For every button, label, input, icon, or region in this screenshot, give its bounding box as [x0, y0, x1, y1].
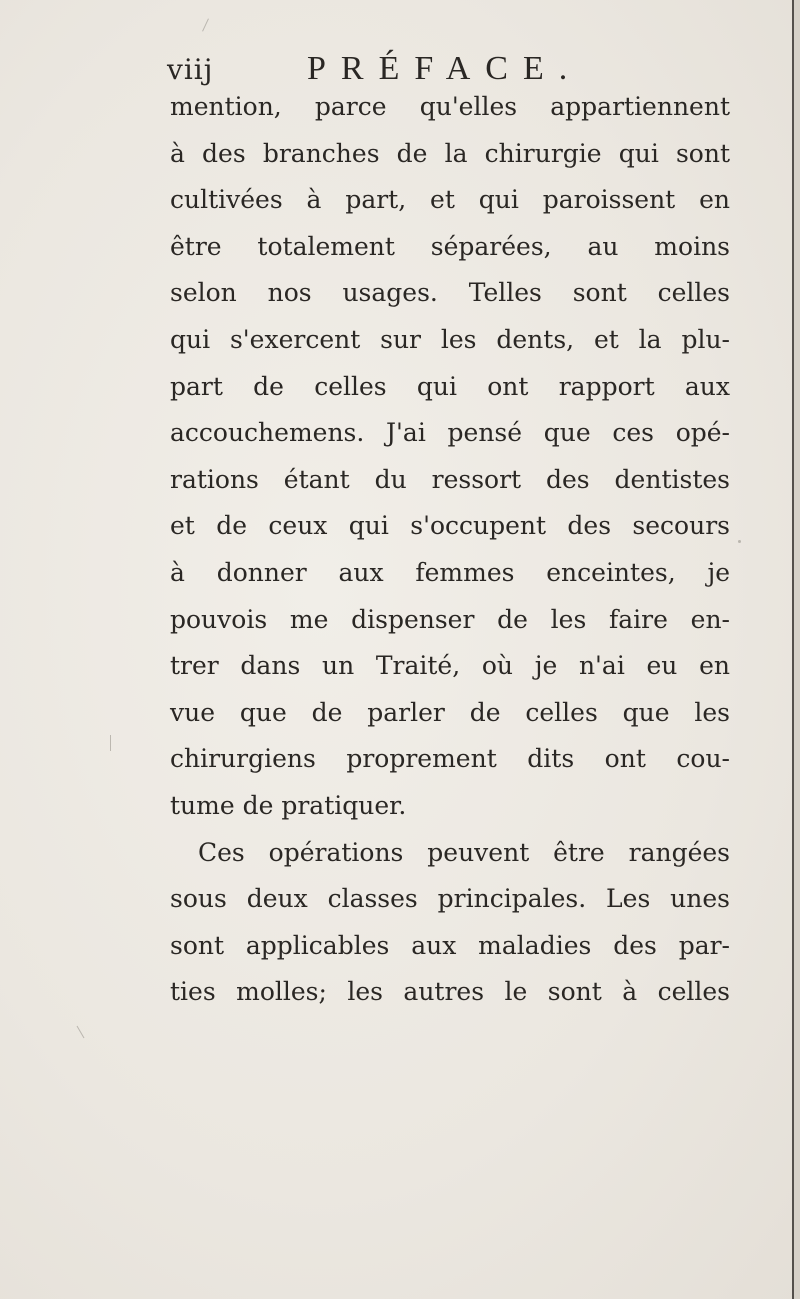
paper-speck: [110, 735, 111, 751]
paper-speck: [738, 540, 741, 543]
paper-speck: [202, 18, 209, 31]
text-line: accouchemens. J'ai pensé que ces opé-: [170, 418, 730, 448]
text-line: pouvois me dispenser de les faire en-: [170, 604, 730, 634]
paragraph-1: [170, 84, 730, 830]
text-line: tume de pratiquer.: [170, 790, 407, 820]
text-line: ties molles; les autres le sont à celles: [170, 977, 730, 1007]
text-line: sous deux classes principales. Les unes: [170, 884, 730, 914]
text-line: part de celles qui ont rapport aux: [170, 371, 730, 401]
text-line: être totalement séparées, au moins: [170, 231, 730, 261]
text-line: selon nos usages. Telles sont celles: [170, 278, 730, 308]
text-line: à donner aux femmes enceintes, je: [170, 557, 730, 587]
page-edge-shadow: [794, 0, 800, 1299]
text-line: sont applicables aux maladies des par-: [170, 930, 730, 960]
text-line: qui s'exercent sur les dents, et la plu-: [170, 324, 730, 354]
page-edge-line: [792, 0, 794, 1299]
text-line: mention, parce qu'elles appartiennent: [170, 92, 730, 121]
text-line: Ces opérations peuvent être rangées: [198, 837, 730, 867]
text-line: et de ceux qui s'occupent des secours: [170, 511, 730, 541]
text-line: vue que de parler de celles que les: [170, 697, 730, 727]
text-line: chirurgiens proprement dits ont cou-: [170, 744, 730, 774]
text-line: cultivées à part, et qui paroissent en: [170, 185, 730, 215]
text-line: trer dans un Traité, où je n'ai eu en: [170, 651, 730, 681]
page-number: viij: [167, 53, 214, 86]
paragraph-2: [170, 830, 730, 1016]
body-text: [170, 84, 730, 1016]
paper-speck: [77, 1026, 85, 1039]
running-title: PRÉFACE.: [307, 50, 583, 87]
text-line: rations étant du ressort des dentistes: [170, 464, 730, 494]
text-line: à des branches de la chirurgie qui sont: [170, 138, 730, 168]
